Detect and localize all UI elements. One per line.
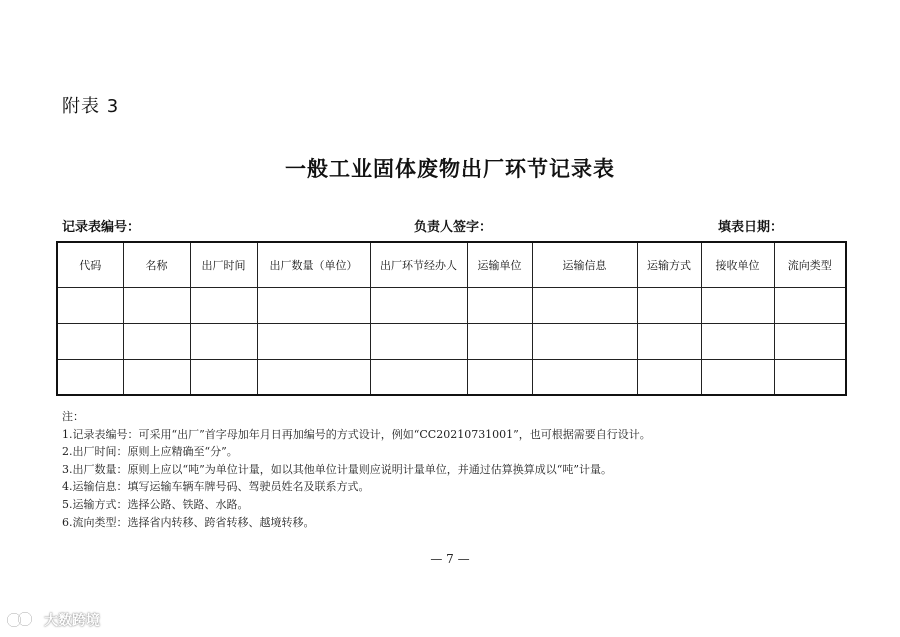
page-title: 一般工业固体废物出厂环节记录表 <box>285 157 615 181</box>
table-cell <box>532 323 637 359</box>
table-row <box>57 323 846 359</box>
table-cell <box>123 287 190 323</box>
record-number-label: 记录表编号： <box>62 220 141 235</box>
table-cell <box>190 287 257 323</box>
table-cell <box>637 359 701 395</box>
note-item: 6.流向类型：选择省内转移、跨省转移、越境转移。 <box>62 515 315 529</box>
table-cell <box>701 323 774 359</box>
table-cell <box>532 359 637 395</box>
table-cell <box>123 323 190 359</box>
page-number: — 7 — <box>430 552 470 566</box>
table-cell <box>370 323 467 359</box>
table-cell <box>467 287 532 323</box>
record-table <box>56 241 847 396</box>
column-header: 运输单位 <box>467 242 532 287</box>
table-cell <box>190 359 257 395</box>
column-header: 出厂数量（单位） <box>257 242 370 287</box>
fill-date-label: 填表日期： <box>718 220 784 235</box>
table-cell <box>257 323 370 359</box>
note-item: 2.出厂时间：原则上应精确至“分”。 <box>62 445 238 459</box>
table-row <box>57 359 846 395</box>
column-header: 接收单位 <box>701 242 774 287</box>
responsible-signature-label: 负责人签字： <box>414 220 493 235</box>
table-cell <box>774 359 846 395</box>
table-cell <box>370 359 467 395</box>
table-cell <box>701 287 774 323</box>
column-header: 名称 <box>123 242 190 287</box>
column-header: 运输信息 <box>532 242 637 287</box>
table-cell <box>57 287 123 323</box>
column-header: 运输方式 <box>637 242 701 287</box>
column-header: 流向类型 <box>774 242 846 287</box>
table-cell <box>774 287 846 323</box>
notes-heading: 注： <box>62 410 84 423</box>
table-cell <box>532 287 637 323</box>
table-cell <box>190 323 257 359</box>
notes-section <box>62 408 651 531</box>
table-cell <box>370 287 467 323</box>
table-cell <box>467 323 532 359</box>
table-cell <box>123 359 190 395</box>
note-item: 5.运输方式：选择公路、铁路、水路。 <box>62 497 249 511</box>
table-cell <box>701 359 774 395</box>
appendix-label: 附表 3 <box>62 96 120 117</box>
note-item: 3.出厂数量：原则上应以“吨”为单位计量，如以其他单位计量则应说明计量单位，并通过估算换算成以“吨”计量。 <box>62 462 612 476</box>
table-row <box>57 287 846 323</box>
watermark-text: 大数跨境 <box>44 613 100 629</box>
note-item: 1.记录表编号：可采用“出厂”首字母加年月日再加编号的方式设计，例如“CC20210731001”，也可根据需要自行设计。 <box>62 427 651 441</box>
table-cell <box>257 359 370 395</box>
table-cell <box>57 359 123 395</box>
table-cell <box>637 287 701 323</box>
column-header: 出厂环节经办人 <box>370 242 467 287</box>
watermark <box>6 610 100 630</box>
table-cell <box>637 323 701 359</box>
table-cell <box>467 359 532 395</box>
table-cell <box>257 287 370 323</box>
table-cell <box>57 323 123 359</box>
chat-bubble-logo-icon <box>6 611 40 629</box>
column-header: 出厂时间 <box>190 242 257 287</box>
table-cell <box>774 323 846 359</box>
note-item: 4.运输信息：填写运输车辆车牌号码、驾驶员姓名及联系方式。 <box>62 480 370 494</box>
table-header-row <box>57 242 846 287</box>
column-header: 代码 <box>57 242 123 287</box>
